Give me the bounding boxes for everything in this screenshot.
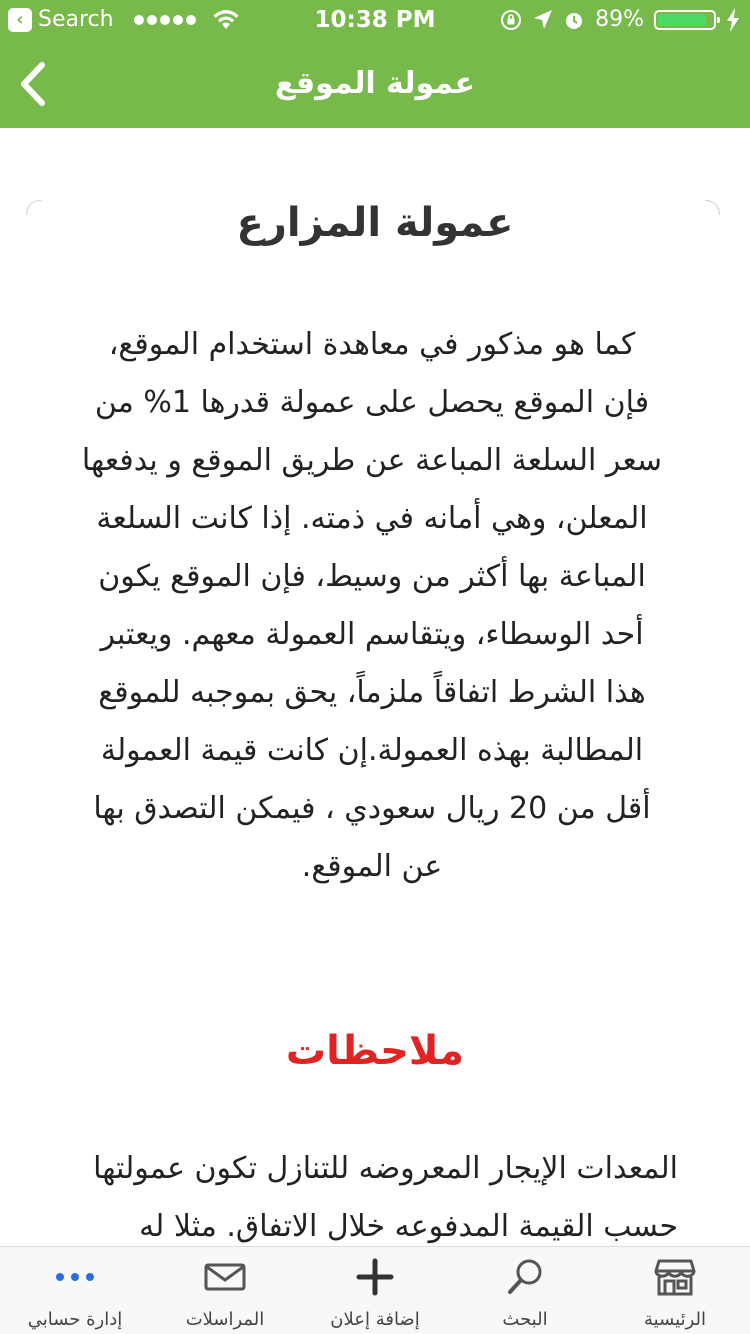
navigation-bar	[0, 40, 750, 128]
wifi-icon	[212, 9, 240, 31]
notes-title: ملاحظات	[285, 1028, 465, 1074]
charging-bolt-icon	[726, 8, 740, 32]
tab-bar	[0, 1246, 750, 1334]
tab-label: إدارة حسابي	[27, 1309, 123, 1330]
tab-label: إضافة إعلان	[330, 1309, 420, 1330]
text-line: حسب القيمة المدفوعه خلال الاتفاق. مثلا له	[139, 1209, 678, 1244]
status-left	[8, 6, 240, 34]
battery-icon	[654, 10, 716, 30]
alarm-clock-icon	[563, 9, 585, 31]
more-dots-icon	[53, 1257, 97, 1297]
text-line: المباعة بها أكثر من وسيط، فإن الموقع يكون	[98, 559, 646, 594]
search-icon	[503, 1257, 547, 1297]
status-time: 10:38 PM	[314, 7, 436, 33]
location-arrow-icon	[533, 9, 553, 31]
tab-label: البحث	[502, 1309, 548, 1330]
tab-label: الرئيسية	[644, 1309, 706, 1330]
section-title: عمولة المزارع	[236, 200, 514, 246]
commission-text	[66, 316, 678, 896]
tab-my-account[interactable]	[0, 1247, 150, 1334]
text-line: سعر السلعة المباعة عن طريق الموقع و يدفعها	[81, 443, 663, 478]
status-bar	[0, 0, 750, 40]
content-area[interactable]	[0, 128, 750, 1246]
notes-text	[66, 1140, 678, 1246]
battery-percent: 89%	[595, 7, 644, 32]
rotation-lock-icon	[499, 8, 523, 32]
plus-icon	[353, 1257, 397, 1297]
signal-strength-icon	[134, 15, 196, 25]
text-line: هذا الشرط اتفاقاً ملزماً، يحق بموجبه للموقع	[98, 675, 646, 710]
text-line: كما هو مذكور في معاهدة استخدام الموقع،	[108, 327, 636, 362]
text-line: عن الموقع.	[301, 849, 443, 884]
tab-add-listing[interactable]	[300, 1247, 450, 1334]
page-title: عمولة الموقع	[275, 66, 475, 101]
tab-label: المراسلات	[185, 1309, 265, 1330]
tab-search[interactable]	[450, 1247, 600, 1334]
text-line: المطالبة بهذه العمولة.إن كانت قيمة العمولة	[100, 733, 644, 768]
text-line: المعلن، وهي أمانه في ذمته. إذا كانت السلعة	[96, 501, 648, 536]
back-to-app-label[interactable]: Search	[38, 7, 114, 32]
text-line: أحد الوسطاء، ويتقاسم العمولة معهم. ويعتبر	[100, 617, 644, 652]
text-line: أقل من 20 ريال سعودي ، فيمكن التصدق بها	[93, 791, 651, 826]
status-right	[499, 6, 740, 34]
back-to-app-icon[interactable]: ‹	[8, 8, 32, 32]
store-icon	[653, 1257, 697, 1297]
text-line: فإن الموقع يحصل على عمولة قدرها 1% من	[94, 385, 650, 420]
tab-home[interactable]	[600, 1247, 750, 1334]
mail-icon	[203, 1257, 247, 1297]
text-line: المعدات الإيجار المعروضه للتنازل تكون عمولتها	[93, 1151, 678, 1186]
tab-messages[interactable]	[150, 1247, 300, 1334]
